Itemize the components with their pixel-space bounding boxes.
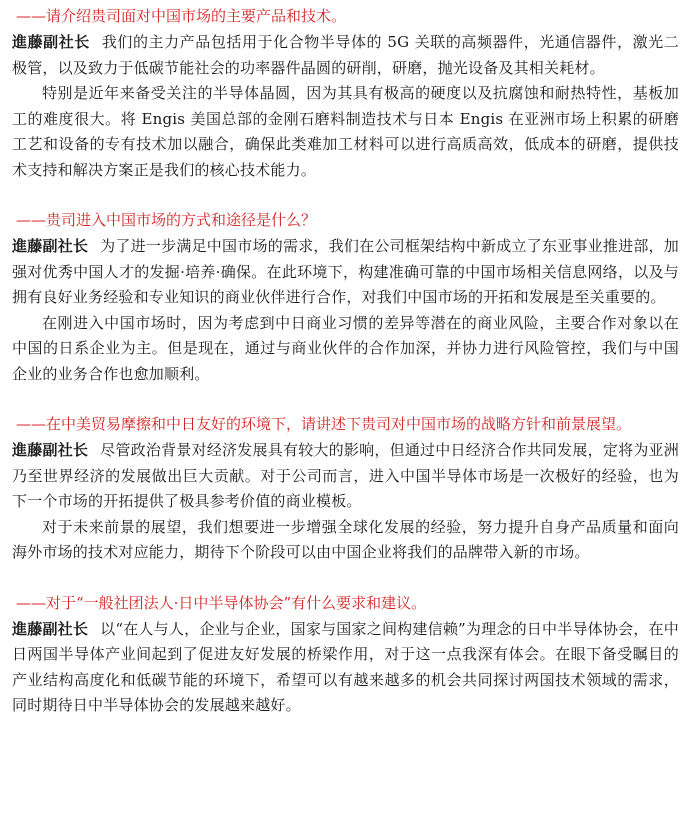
question-1: ——请介绍贵司面对中国市场的主要产品和技术。 [16,7,347,25]
question-3: ——在中美贸易摩擦和中日友好的环境下，请讲述下贵司对中国市场的战略方针和前景展望。 [16,415,632,433]
answer-paragraph [12,438,679,515]
qa-section-1 [12,4,679,183]
speaker-name: 進藤副社长 [12,33,90,51]
section-spacer [12,387,679,412]
answer-paragraph: 对于未来前景的展望，我们想要进一步增强全球化发展的经验，努力提升自身产品质量和面向海外市场的技术对应能力，期待下个阶段可以由中国企业将我们的品牌带入新的市场。 [12,517,679,561]
speaker-name: 進藤副社长 [12,441,89,459]
answer-paragraph [12,30,679,81]
answer-text: 以“在人与人，企业与企业，国家与国家之间构建信赖”为理念的日中半导体协会，在中日两国半导体产业间起到了促进友好发展的桥梁作用，对于这一点我深有体会。在眼下备受瞩目的产业结构高度化和低碳节能的环境下，希望可以有越来越多的机会共同探讨两国技术领域的需求，同时期待日中半导体协会的发展越来越好。 [12,619,679,714]
answer-paragraph [12,234,679,311]
answer-paragraph: 特别是近年来备受关注的半导体晶圆，因为其具有极高的硬度以及抗腐蚀和耐热特性，基板加工的难度很大。将 Engis 美国总部的金刚石磨料制造技术与日本 Engis 在亚洲市场上积累的研磨工艺和设备的专有技术加以融合，确保此类难加工材料可以进行高质高效，低成本的研磨，提供技术支持和解决方案正是我们的核心技术能力。 [12,84,679,179]
qa-section-2 [12,208,679,387]
answer-paragraph: 在刚进入中国市场时，因为考虑到中日商业习惯的差异等潜在的商业风险，主要合作对象以在中国的日系企业为主。但是现在，通过与商业伙伴的合作加深，并协力进行风险管控，我们与中国企业的业务合作也愈加顺利。 [12,313,679,383]
answer-text: 为了进一步满足中国市场的需求，我们在公司框架结构中新成立了东亚事业推进部，加强对优秀中国人才的发掘·培养·确保。在此环境下，构建准确可靠的中国市场相关信息网络，以及与拥有良好业务经验和专业知识的商业伙伴进行合作，对我们中国市场的开拓和发展是至关重要的。 [12,237,679,306]
answer-text: 尽管政治背景对经济发展具有较大的影响，但通过中日经济合作共同发展，定将为亚洲乃至世界经济的发展做出巨大贡献。对于公司而言，进入中国半导体市场是一次极好的经验，也为下一个市场的开拓提供了极具参考价值的商业模板。 [12,441,679,510]
qa-section-4 [12,591,679,719]
question-4: ——对于“一般社团法人·日中半导体协会”有什么要求和建议。 [16,593,427,612]
qa-section-3 [12,412,679,566]
answer-text: 我们的主力产品包括用于化合物半导体的 5G 关联的高频器件，光通信器件，激光二极管，以及致力于低碳节能社会的功率器件晶圆的研削，研磨，抛光设备及其相关耗材。 [12,33,679,77]
answer-paragraph [12,617,679,719]
speaker-name: 進藤副社长 [12,619,89,638]
section-spacer [12,183,679,208]
speaker-name: 進藤副社长 [12,237,89,255]
question-2: ——贵司进入中国市场的方式和途径是什么？ [16,211,317,229]
section-spacer [12,566,679,591]
